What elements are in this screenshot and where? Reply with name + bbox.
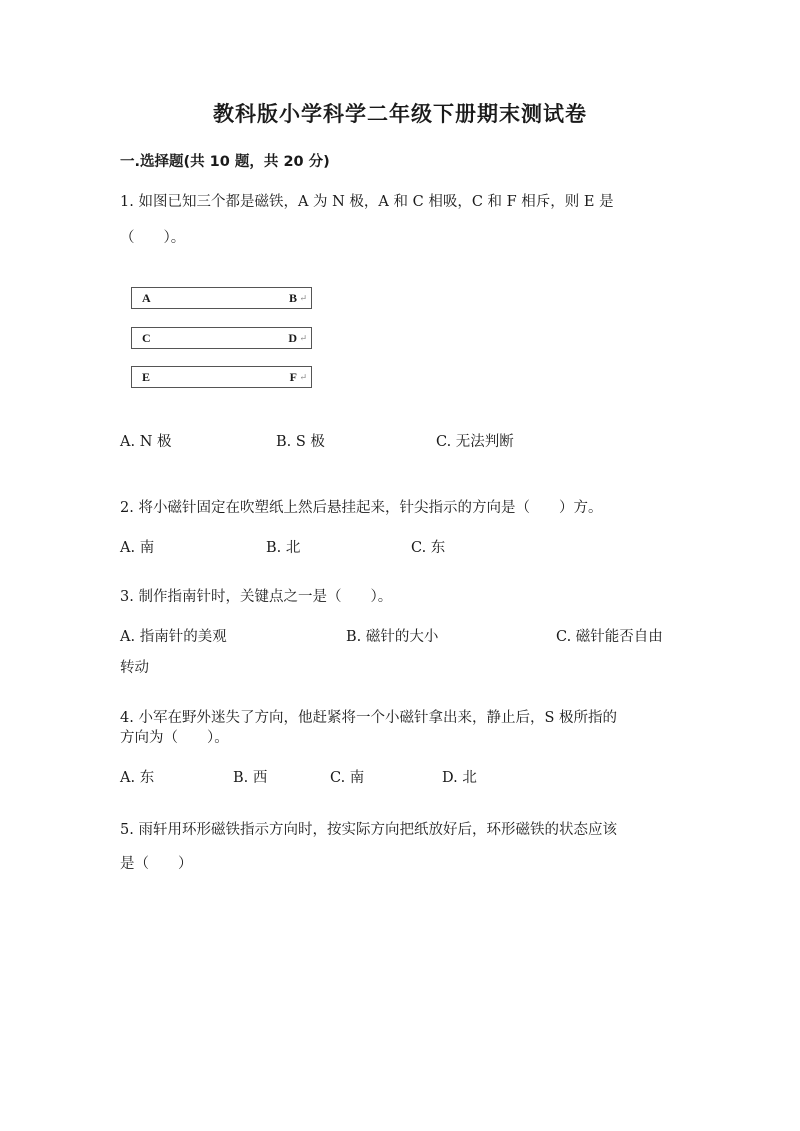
question-2-text: 2. 将小磁针固定在吹塑纸上然后悬挂起来，针尖指示的方向是（ ）方。 [120,500,603,516]
magnet-label-right: F [289,370,297,384]
question-2-option-c[interactable]: C. 东 [411,540,446,556]
magnet-diagram-1 [131,287,312,309]
question-4-option-b[interactable]: B. 西 [233,770,268,786]
question-5-text: 5. 雨轩用环形磁铁指示方向时，按实际方向把纸放好后，环形磁铁的状态应该 [120,822,617,838]
section-header: 一.选择题(共 10 题，共 20 分) [120,154,330,170]
page-title: 教科版小学科学二年级下册期末测试卷 [213,102,587,126]
question-3-option-b[interactable]: B. 磁针的大小 [346,629,439,645]
question-1-option-b[interactable]: B. S 极 [276,434,325,450]
question-1-text: 1. 如图已知三个都是磁铁，A 为 N 极，A 和 C 相吸，C 和 F 相斥，则 E 是 [120,194,614,210]
magnet-diagram-2 [131,327,312,349]
magnet-label-right: B [288,291,297,305]
question-1-option-a[interactable]: A. N 极 [120,434,172,450]
magnet-label-left: C [142,331,151,345]
question-1-text-cont: （ ）。 [120,230,186,246]
question-3-option-c[interactable]: C. 磁针能否自由 [556,629,663,645]
question-4-text: 4. 小军在野外迷失了方向，他赶紧将一个小磁针拿出来，静止后，S 极所指的 [120,710,617,726]
question-4-option-c[interactable]: C. 南 [330,770,365,786]
question-3-text: 3. 制作指南针时，关键点之一是（ ）。 [120,589,393,605]
question-2-option-a[interactable]: A. 南 [120,540,155,556]
magnet-label-left: E [142,370,151,384]
question-1-option-c[interactable]: C. 无法判断 [436,434,514,450]
magnet-label-left: A [142,291,151,305]
question-2-option-b[interactable]: B. 北 [266,540,301,556]
question-4-text-cont: 方向为（ ）。 [120,730,229,746]
return-mark-icon: ↵ [299,333,307,343]
question-4-option-d[interactable]: D. 北 [442,770,477,786]
question-4-option-a[interactable]: A. 东 [120,770,155,786]
question-3-option-a[interactable]: A. 指南针的美观 [120,629,227,645]
magnet-diagram-3 [131,366,312,388]
question-5-text-cont: 是（ ） [120,856,193,872]
question-3-option-c-cont: 转动 [120,660,149,676]
magnet-label-right: D [288,331,297,345]
return-mark-icon: ↵ [299,293,307,303]
return-mark-icon: ↵ [299,372,307,382]
